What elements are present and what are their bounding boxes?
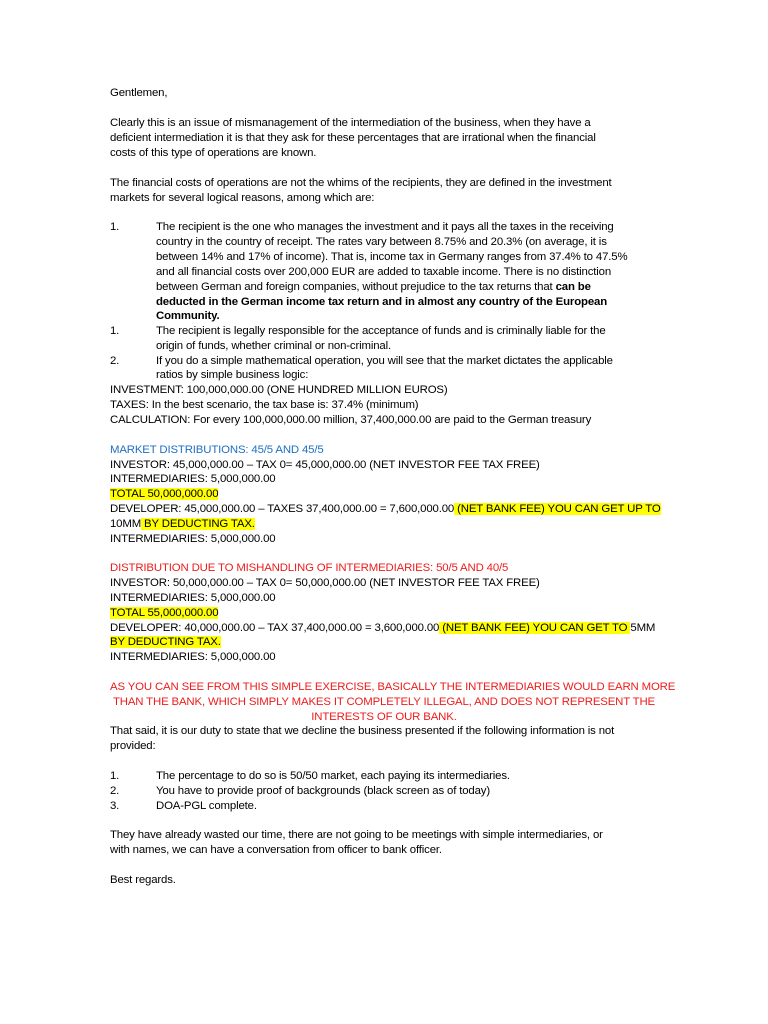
total-line bbox=[110, 487, 218, 502]
list-item-line bbox=[156, 295, 607, 310]
signoff: Best regards. bbox=[110, 874, 176, 886]
requirement-item: You have to provide proof of backgrounds (black screen as of today) bbox=[156, 785, 490, 797]
requirement-item: DOA-PGL complete. bbox=[156, 800, 257, 812]
list-item-line: The recipient is the one who manages the investment and it pays all the taxes in the receiving bbox=[156, 221, 614, 233]
bold-text: deducted in the German income tax return and in almost any country of the European bbox=[156, 296, 607, 308]
list-item-line bbox=[156, 309, 219, 324]
list-item-line: origin of funds, whether criminal or non-criminal. bbox=[156, 340, 391, 352]
para1-line: Clearly this is an issue of mismanagement of the intermediation of the business, when they have a bbox=[110, 117, 591, 129]
intermediaries-line: INTERMEDIARIES: 5,000,000.00 bbox=[110, 592, 276, 604]
list-item-line: ratios by simple business logic: bbox=[156, 369, 309, 381]
developer-text: 10MM bbox=[110, 518, 142, 530]
calculation-line: CALCULATION: For every 100,000,000.00 million, 37,400,000.00 are paid to the German treasury bbox=[110, 414, 592, 426]
highlighted-text: BY DEDUCTING TAX. bbox=[141, 518, 255, 530]
list-number: 3. bbox=[110, 800, 120, 812]
developer-line bbox=[110, 635, 221, 650]
highlighted-text: BY DEDUCTING TAX. bbox=[110, 636, 221, 648]
intermediaries-line: INTERMEDIARIES: 5,000,000.00 bbox=[110, 651, 276, 663]
para2-line: markets for several logical reasons, among which are: bbox=[110, 192, 375, 204]
total-line bbox=[110, 606, 218, 621]
list-item-line: and all financial costs over 200,000 EUR are added to taxable income. There is no distinction bbox=[156, 266, 612, 278]
closing-line: with names, we can have a conversation from officer to bank officer. bbox=[110, 844, 442, 856]
list-item-line bbox=[156, 280, 591, 295]
highlighted-text: TOTAL 50,000,000.00 bbox=[110, 488, 219, 500]
highlighted-text: TOTAL 55,000,000.00 bbox=[110, 607, 219, 619]
developer-text: DEVELOPER: 45,000,000.00 – TAXES 37,400,000.00 = 7,600,000.00 bbox=[110, 503, 455, 515]
developer-text: DEVELOPER: 40,000,000.00 – TAX 37,400,000.00 = 3,600,000.00 bbox=[110, 622, 440, 634]
developer-line bbox=[110, 621, 655, 636]
greeting: Gentlemen, bbox=[110, 87, 168, 99]
warning-line: AS YOU CAN SEE FROM THIS SIMPLE EXERCISE, BASICALLY THE INTERMEDIARIES WOULD EARN MORE bbox=[110, 681, 676, 693]
investor-line: INVESTOR: 45,000,000.00 – TAX 0= 45,000,000.00 (NET INVESTOR FEE TAX FREE) bbox=[110, 459, 540, 471]
developer-line bbox=[110, 502, 661, 517]
duty-line: That said, it is our duty to state that we decline the business presented if the following information is not bbox=[110, 725, 615, 737]
para1-line: costs of this type of operations are known. bbox=[110, 147, 317, 159]
investor-line: INVESTOR: 50,000,000.00 – TAX 0= 50,000,000.00 (NET INVESTOR FEE TAX FREE) bbox=[110, 577, 540, 589]
list-item-text: between German and foreign companies, without prejudice to the tax returns that bbox=[156, 281, 556, 293]
highlighted-text: (NET BANK FEE) YOU CAN GET UP TO bbox=[454, 503, 661, 515]
list-item-line: country in the country of receipt. The rates vary between 8.75% and 20.3% (on average, it is bbox=[156, 236, 607, 248]
intermediaries-line: INTERMEDIARIES: 5,000,000.00 bbox=[110, 533, 276, 545]
market-heading: MARKET DISTRIBUTIONS: 45/5 AND 45/5 bbox=[110, 444, 324, 456]
para2-line: The financial costs of operations are not the whims of the recipients, they are defined in the investment bbox=[110, 177, 612, 189]
developer-text: 5MM bbox=[630, 622, 656, 634]
requirement-item: The percentage to do so is 50/50 market, each paying its intermediaries. bbox=[156, 770, 510, 782]
mishandling-heading: DISTRIBUTION DUE TO MISHANDLING OF INTERMEDIARIES: 50/5 AND 40/5 bbox=[110, 562, 509, 574]
warning-line: INTERESTS OF OUR BANK. bbox=[311, 711, 457, 723]
investment-line: INVESTMENT: 100,000,000.00 (ONE HUNDRED MILLION EUROS) bbox=[110, 384, 448, 396]
closing-line: They have already wasted our time, there are not going to be meetings with simple intermediaries, or bbox=[110, 829, 603, 841]
highlighted-text: (NET BANK FEE) YOU CAN GET TO bbox=[439, 622, 631, 634]
intermediaries-line: INTERMEDIARIES: 5,000,000.00 bbox=[110, 473, 276, 485]
bold-text: Community. bbox=[156, 310, 220, 322]
list-number: 2. bbox=[110, 785, 120, 797]
list-item-line: If you do a simple mathematical operation, you will see that the market dictates the applicable bbox=[156, 355, 613, 367]
list-number: 1. bbox=[110, 325, 120, 337]
list-number: 2. bbox=[110, 355, 120, 367]
bold-text: can be bbox=[555, 281, 591, 293]
taxes-line: TAXES: In the best scenario, the tax base is: 37.4% (minimum) bbox=[110, 399, 419, 411]
warning-line: THAN THE BANK, WHICH SIMPLY MAKES IT COMPLETELY ILLEGAL, AND DOES NOT REPRESENT THE bbox=[112, 696, 656, 708]
duty-line: provided: bbox=[110, 740, 156, 752]
list-item-line: between 14% and 17% of income). That is, income tax in Germany ranges from 37.4% to 47.5% bbox=[156, 251, 628, 263]
developer-line bbox=[110, 517, 255, 532]
para1-line: deficient intermediation it is that they ask for these percentages that are irrational when the financial bbox=[110, 132, 596, 144]
list-number: 1. bbox=[110, 770, 120, 782]
list-number: 1. bbox=[110, 221, 120, 233]
list-item-line: The recipient is legally responsible for the acceptance of funds and is criminally liable for the bbox=[156, 325, 606, 337]
